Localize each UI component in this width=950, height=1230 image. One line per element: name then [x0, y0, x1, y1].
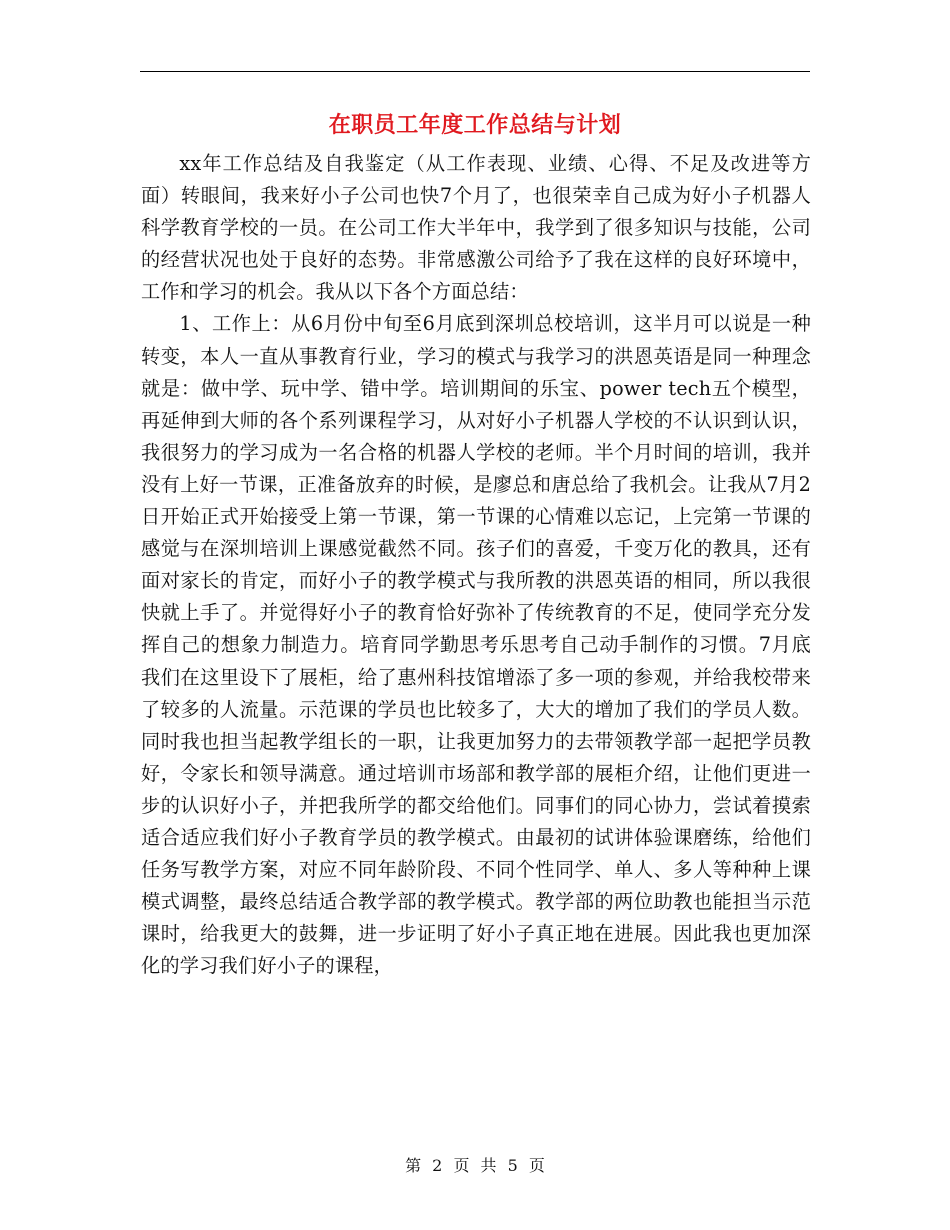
paragraph-work: 1、工作上：从6月份中旬至6月底到深圳总校培训，这半月可以说是一种转变，本人一直从事教育行业，学习的模式与我学习的洪恩英语是同一种理念就是：做中学、玩中学、错中学。培训期间的乐宝、power tech五个模型，再延伸到大师的各个系列课程学习，从对好小子机器人学校的不认识到认识，我很努力的学习成为一名合格的机器人学校的老师。半个月时间的培训，我并没有上好一节课，正准备放弃的时候，是廖总和唐总给了我机会。让我从7月2日开始正式开始接受上第一节课，第一节课的心情难以忘记，上完第一节课的感觉与在深圳培训上课感觉截然不同。孩子们的喜爱，千变万化的教具，还有面对家长的肯定，而好小子的教学模式与我所教的洪恩英语的相同，所以我很快就上手了。并觉得好小子的教育恰好弥补了传统教育的不足，使同学充分发挥自己的想象力制造力。培育同学勤思考乐思考自己动手制作的习惯。7月底我们在这里设下了展柜，给了惠州科技馆增添了多一项的参观，并给我校带来了较多的人流量。示范课的学员也比较多了，大大的增加了我们的学员人数。同时我也担当起教学组长的一职，让我更加努力的去带领教学部一起把学员教好，令家长和领导满意。通过培训市场部和教学部的展柜介绍，让他们更进一步的认识好小子，并把我所学的都交给他们。同事们的同心协力，尝试着摸索适合适应我们好小子教育学员的教学模式。由最初的试讲体验课磨练，给他们任务写教学方案，对应不同年龄阶段、不同个性同学、单人、多人等种种上课模式调整，最终总结适合教学部的教学模式。教学部的两位助教也能担当示范课时，给我更大的鼓舞，进一步证明了好小子真正地在进展。因此我也更加深化的学习我们好小子的课程， — [141, 312, 811, 978]
document-body — [141, 148, 811, 982]
header-rule — [140, 71, 810, 72]
document-title: 在职员工年度工作总结与计划 — [328, 112, 622, 138]
page-footer: 第 2 页 共 5 页 — [405, 1156, 545, 1175]
paragraph-intro: xx年工作总结及自我鉴定（从工作表现、业绩、心得、不足及改进等方面）转眼间，我来好小子公司也快7个月了，也很荣幸自己成为好小子机器人科学教育学校的一员。在公司工作大半年中，我学到了很多知识与技能，公司的经营状况也处于良好的态势。非常感激公司给予了我在这样的良好环境中，工作和学习的机会。我从以下各个方面总结： — [141, 152, 811, 304]
